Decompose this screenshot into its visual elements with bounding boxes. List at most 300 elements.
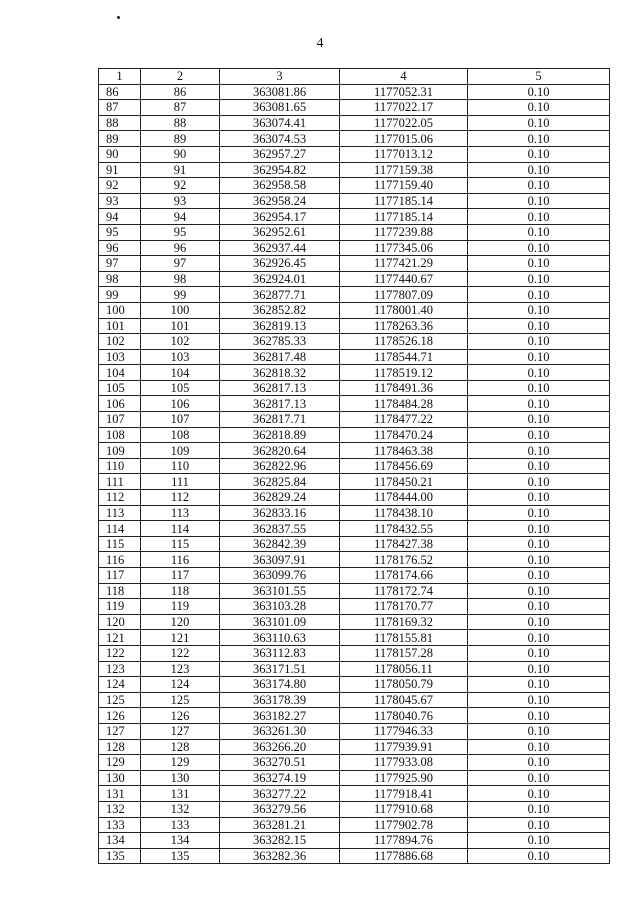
- x-coordinate-cell: 363097.91: [220, 552, 340, 568]
- table-row: [99, 412, 610, 428]
- index-cell: 114: [141, 521, 220, 537]
- table-row: [99, 583, 610, 599]
- y-coordinate-cell: 1177052.31: [340, 84, 468, 100]
- point-number-cell: 113: [99, 505, 141, 521]
- y-coordinate-cell: 1178526.18: [340, 334, 468, 350]
- point-number-cell: 103: [99, 349, 141, 365]
- point-number-cell: 125: [99, 692, 141, 708]
- page-number: 4: [316, 36, 324, 51]
- point-number-cell: 110: [99, 458, 141, 474]
- y-coordinate-cell: 1177946.33: [340, 723, 468, 739]
- point-number-cell: 126: [99, 708, 141, 724]
- y-coordinate-cell: 1177925.90: [340, 770, 468, 786]
- y-coordinate-cell: 1178427.38: [340, 536, 468, 552]
- point-number-cell: 116: [99, 552, 141, 568]
- index-cell: 107: [141, 412, 220, 428]
- index-cell: 113: [141, 505, 220, 521]
- value-cell: 0.10: [468, 817, 610, 833]
- index-cell: 96: [141, 240, 220, 256]
- point-number-cell: 115: [99, 536, 141, 552]
- y-coordinate-cell: 1178174.66: [340, 568, 468, 584]
- x-coordinate-cell: 363178.39: [220, 692, 340, 708]
- point-number-cell: 135: [99, 848, 141, 864]
- y-coordinate-cell: 1178045.67: [340, 692, 468, 708]
- table-row: [99, 193, 610, 209]
- x-coordinate-cell: 362785.33: [220, 334, 340, 350]
- y-coordinate-cell: 1178477.22: [340, 412, 468, 428]
- x-coordinate-cell: 363099.76: [220, 568, 340, 584]
- y-coordinate-cell: 1178176.52: [340, 552, 468, 568]
- point-number-cell: 97: [99, 256, 141, 272]
- index-cell: 132: [141, 801, 220, 817]
- table-row: [99, 490, 610, 506]
- value-cell: 0.10: [468, 318, 610, 334]
- table-row: [99, 521, 610, 537]
- table-row: [99, 240, 610, 256]
- x-coordinate-cell: 363110.63: [220, 630, 340, 646]
- value-cell: 0.10: [468, 474, 610, 490]
- x-coordinate-cell: 362817.71: [220, 412, 340, 428]
- value-cell: 0.10: [468, 786, 610, 802]
- table-row: [99, 536, 610, 552]
- index-cell: 120: [141, 614, 220, 630]
- value-cell: 0.10: [468, 178, 610, 194]
- y-coordinate-cell: 1178544.71: [340, 349, 468, 365]
- y-coordinate-cell: 1178470.24: [340, 427, 468, 443]
- x-coordinate-cell: 362818.32: [220, 365, 340, 381]
- value-cell: 0.10: [468, 801, 610, 817]
- index-cell: 116: [141, 552, 220, 568]
- y-coordinate-cell: 1178050.79: [340, 677, 468, 693]
- point-number-cell: 134: [99, 833, 141, 849]
- point-number-cell: 91: [99, 162, 141, 178]
- value-cell: 0.10: [468, 630, 610, 646]
- index-cell: 91: [141, 162, 220, 178]
- table-row: [99, 146, 610, 162]
- y-coordinate-cell: 1177022.17: [340, 100, 468, 116]
- point-number-cell: 114: [99, 521, 141, 537]
- y-coordinate-cell: 1177421.29: [340, 256, 468, 272]
- y-coordinate-cell: 1177807.09: [340, 287, 468, 303]
- y-coordinate-cell: 1178040.76: [340, 708, 468, 724]
- point-number-cell: 99: [99, 287, 141, 303]
- table-row: [99, 723, 610, 739]
- y-coordinate-cell: 1177013.12: [340, 146, 468, 162]
- header-cell-col-5: 5: [468, 69, 610, 85]
- table-row: [99, 833, 610, 849]
- table-row: [99, 365, 610, 381]
- x-coordinate-cell: 362820.64: [220, 443, 340, 459]
- point-number-cell: 120: [99, 614, 141, 630]
- x-coordinate-cell: 362817.13: [220, 380, 340, 396]
- point-number-cell: 96: [99, 240, 141, 256]
- value-cell: 0.10: [468, 334, 610, 350]
- y-coordinate-cell: 1177886.68: [340, 848, 468, 864]
- y-coordinate-cell: 1177440.67: [340, 271, 468, 287]
- point-number-cell: 86: [99, 84, 141, 100]
- point-number-cell: 111: [99, 474, 141, 490]
- value-cell: 0.10: [468, 692, 610, 708]
- table-row: [99, 443, 610, 459]
- x-coordinate-cell: 362852.82: [220, 302, 340, 318]
- index-cell: 90: [141, 146, 220, 162]
- table-row: [99, 755, 610, 771]
- x-coordinate-cell: 362952.61: [220, 224, 340, 240]
- value-cell: 0.10: [468, 645, 610, 661]
- x-coordinate-cell: 363274.19: [220, 770, 340, 786]
- point-number-cell: 117: [99, 568, 141, 584]
- header-cell-col-3: 3: [220, 69, 340, 85]
- value-cell: 0.10: [468, 256, 610, 272]
- point-number-cell: 123: [99, 661, 141, 677]
- point-number-cell: 88: [99, 115, 141, 131]
- value-cell: 0.10: [468, 458, 610, 474]
- value-cell: 0.10: [468, 146, 610, 162]
- index-cell: 103: [141, 349, 220, 365]
- table-row: [99, 209, 610, 225]
- y-coordinate-cell: 1178519.12: [340, 365, 468, 381]
- point-number-cell: 100: [99, 302, 141, 318]
- point-number-cell: 121: [99, 630, 141, 646]
- x-coordinate-cell: 362957.27: [220, 146, 340, 162]
- x-coordinate-cell: 362817.13: [220, 396, 340, 412]
- index-cell: 121: [141, 630, 220, 646]
- index-cell: 125: [141, 692, 220, 708]
- value-cell: 0.10: [468, 365, 610, 381]
- point-number-cell: 95: [99, 224, 141, 240]
- table-row: [99, 162, 610, 178]
- x-coordinate-cell: 363282.15: [220, 833, 340, 849]
- index-cell: 87: [141, 100, 220, 116]
- table-row: [99, 84, 610, 100]
- value-cell: 0.10: [468, 739, 610, 755]
- table-row: [99, 271, 610, 287]
- index-cell: 128: [141, 739, 220, 755]
- value-cell: 0.10: [468, 100, 610, 116]
- value-cell: 0.10: [468, 302, 610, 318]
- index-cell: 108: [141, 427, 220, 443]
- index-cell: 95: [141, 224, 220, 240]
- value-cell: 0.10: [468, 271, 610, 287]
- table-row: [99, 692, 610, 708]
- value-cell: 0.10: [468, 490, 610, 506]
- index-cell: 133: [141, 817, 220, 833]
- x-coordinate-cell: 362837.55: [220, 521, 340, 537]
- point-number-cell: 98: [99, 271, 141, 287]
- index-cell: 98: [141, 271, 220, 287]
- y-coordinate-cell: 1178001.40: [340, 302, 468, 318]
- value-cell: 0.10: [468, 224, 610, 240]
- value-cell: 0.10: [468, 162, 610, 178]
- y-coordinate-cell: 1177345.06: [340, 240, 468, 256]
- value-cell: 0.10: [468, 521, 610, 537]
- x-coordinate-cell: 362877.71: [220, 287, 340, 303]
- table-header: [99, 69, 610, 85]
- value-cell: 0.10: [468, 193, 610, 209]
- y-coordinate-cell: 1178157.28: [340, 645, 468, 661]
- index-cell: 106: [141, 396, 220, 412]
- index-cell: 134: [141, 833, 220, 849]
- y-coordinate-cell: 1178456.69: [340, 458, 468, 474]
- point-number-cell: 90: [99, 146, 141, 162]
- x-coordinate-cell: 363103.28: [220, 599, 340, 615]
- table-row: [99, 256, 610, 272]
- x-coordinate-cell: 363101.09: [220, 614, 340, 630]
- x-coordinate-cell: 362829.24: [220, 490, 340, 506]
- value-cell: 0.10: [468, 848, 610, 864]
- page-mark-dot: [117, 16, 120, 19]
- y-coordinate-cell: 1178263.36: [340, 318, 468, 334]
- table-row: [99, 224, 610, 240]
- index-cell: 119: [141, 599, 220, 615]
- x-coordinate-cell: 363281.21: [220, 817, 340, 833]
- index-cell: 100: [141, 302, 220, 318]
- y-coordinate-cell: 1178170.77: [340, 599, 468, 615]
- x-coordinate-cell: 362817.48: [220, 349, 340, 365]
- table-row: [99, 677, 610, 693]
- value-cell: 0.10: [468, 240, 610, 256]
- x-coordinate-cell: 363277.22: [220, 786, 340, 802]
- y-coordinate-cell: 1178450.21: [340, 474, 468, 490]
- point-number-cell: 128: [99, 739, 141, 755]
- value-cell: 0.10: [468, 505, 610, 521]
- point-number-cell: 105: [99, 380, 141, 396]
- index-cell: 127: [141, 723, 220, 739]
- table-row: [99, 287, 610, 303]
- y-coordinate-cell: 1177159.38: [340, 162, 468, 178]
- value-cell: 0.10: [468, 536, 610, 552]
- point-number-cell: 87: [99, 100, 141, 116]
- index-cell: 122: [141, 645, 220, 661]
- index-cell: 104: [141, 365, 220, 381]
- point-number-cell: 132: [99, 801, 141, 817]
- table-row: [99, 334, 610, 350]
- y-coordinate-cell: 1178484.28: [340, 396, 468, 412]
- x-coordinate-cell: 363266.20: [220, 739, 340, 755]
- point-number-cell: 94: [99, 209, 141, 225]
- y-coordinate-cell: 1177902.78: [340, 817, 468, 833]
- point-number-cell: 108: [99, 427, 141, 443]
- header-cell-col-2: 2: [141, 69, 220, 85]
- y-coordinate-cell: 1178463.38: [340, 443, 468, 459]
- index-cell: 88: [141, 115, 220, 131]
- index-cell: 109: [141, 443, 220, 459]
- value-cell: 0.10: [468, 723, 610, 739]
- y-coordinate-cell: 1177933.08: [340, 755, 468, 771]
- y-coordinate-cell: 1178438.10: [340, 505, 468, 521]
- point-number-cell: 106: [99, 396, 141, 412]
- point-number-cell: 118: [99, 583, 141, 599]
- index-cell: 135: [141, 848, 220, 864]
- value-cell: 0.10: [468, 614, 610, 630]
- value-cell: 0.10: [468, 443, 610, 459]
- value-cell: 0.10: [468, 568, 610, 584]
- x-coordinate-cell: 362926.45: [220, 256, 340, 272]
- value-cell: 0.10: [468, 412, 610, 428]
- point-number-cell: 102: [99, 334, 141, 350]
- x-coordinate-cell: 362818.89: [220, 427, 340, 443]
- table-row: [99, 131, 610, 147]
- x-coordinate-cell: 362833.16: [220, 505, 340, 521]
- value-cell: 0.10: [468, 677, 610, 693]
- x-coordinate-cell: 362842.39: [220, 536, 340, 552]
- index-cell: 130: [141, 770, 220, 786]
- value-cell: 0.10: [468, 599, 610, 615]
- header-cell-col-1: 1: [99, 69, 141, 85]
- index-cell: 89: [141, 131, 220, 147]
- value-cell: 0.10: [468, 661, 610, 677]
- table-row: [99, 801, 610, 817]
- point-number-cell: 93: [99, 193, 141, 209]
- index-cell: 93: [141, 193, 220, 209]
- index-cell: 131: [141, 786, 220, 802]
- x-coordinate-cell: 362937.44: [220, 240, 340, 256]
- x-coordinate-cell: 363074.41: [220, 115, 340, 131]
- y-coordinate-cell: 1177185.14: [340, 193, 468, 209]
- index-cell: 126: [141, 708, 220, 724]
- x-coordinate-cell: 362954.82: [220, 162, 340, 178]
- index-cell: 124: [141, 677, 220, 693]
- index-cell: 112: [141, 490, 220, 506]
- value-cell: 0.10: [468, 131, 610, 147]
- x-coordinate-cell: 363174.80: [220, 677, 340, 693]
- point-number-cell: 124: [99, 677, 141, 693]
- table-row: [99, 318, 610, 334]
- y-coordinate-cell: 1178444.00: [340, 490, 468, 506]
- point-number-cell: 104: [99, 365, 141, 381]
- value-cell: 0.10: [468, 287, 610, 303]
- value-cell: 0.10: [468, 552, 610, 568]
- y-coordinate-cell: 1177159.40: [340, 178, 468, 194]
- point-number-cell: 129: [99, 755, 141, 771]
- table-header-row: [99, 69, 610, 85]
- x-coordinate-cell: 363081.65: [220, 100, 340, 116]
- x-coordinate-cell: 363261.30: [220, 723, 340, 739]
- index-cell: 115: [141, 536, 220, 552]
- index-cell: 111: [141, 474, 220, 490]
- table-row: [99, 661, 610, 677]
- x-coordinate-cell: 362825.84: [220, 474, 340, 490]
- index-cell: 129: [141, 755, 220, 771]
- x-coordinate-cell: 362819.13: [220, 318, 340, 334]
- y-coordinate-cell: 1177015.06: [340, 131, 468, 147]
- table-row: [99, 739, 610, 755]
- y-coordinate-cell: 1178432.55: [340, 521, 468, 537]
- x-coordinate-cell: 362954.17: [220, 209, 340, 225]
- header-cell-col-4: 4: [340, 69, 468, 85]
- index-cell: 92: [141, 178, 220, 194]
- point-number-cell: 131: [99, 786, 141, 802]
- table-row: [99, 100, 610, 116]
- value-cell: 0.10: [468, 380, 610, 396]
- x-coordinate-cell: 363182.27: [220, 708, 340, 724]
- table-row: [99, 505, 610, 521]
- value-cell: 0.10: [468, 833, 610, 849]
- index-cell: 86: [141, 84, 220, 100]
- table-body: [99, 84, 610, 864]
- table-row: [99, 614, 610, 630]
- y-coordinate-cell: 1177185.14: [340, 209, 468, 225]
- y-coordinate-cell: 1178056.11: [340, 661, 468, 677]
- point-number-cell: 107: [99, 412, 141, 428]
- table-row: [99, 552, 610, 568]
- table-row: [99, 178, 610, 194]
- x-coordinate-cell: 363171.51: [220, 661, 340, 677]
- value-cell: 0.10: [468, 209, 610, 225]
- index-cell: 102: [141, 334, 220, 350]
- index-cell: 97: [141, 256, 220, 272]
- point-number-cell: 101: [99, 318, 141, 334]
- value-cell: 0.10: [468, 755, 610, 771]
- y-coordinate-cell: 1177910.68: [340, 801, 468, 817]
- x-coordinate-cell: 363112.83: [220, 645, 340, 661]
- table-row: [99, 770, 610, 786]
- point-number-cell: 92: [99, 178, 141, 194]
- value-cell: 0.10: [468, 708, 610, 724]
- y-coordinate-cell: 1178169.32: [340, 614, 468, 630]
- y-coordinate-cell: 1177939.91: [340, 739, 468, 755]
- table-row: [99, 427, 610, 443]
- table-row: [99, 396, 610, 412]
- point-number-cell: 130: [99, 770, 141, 786]
- index-cell: 117: [141, 568, 220, 584]
- y-coordinate-cell: 1177022.05: [340, 115, 468, 131]
- point-number-cell: 133: [99, 817, 141, 833]
- x-coordinate-cell: 363101.55: [220, 583, 340, 599]
- index-cell: 110: [141, 458, 220, 474]
- index-cell: 101: [141, 318, 220, 334]
- table-row: [99, 458, 610, 474]
- x-coordinate-cell: 362958.58: [220, 178, 340, 194]
- y-coordinate-cell: 1177239.88: [340, 224, 468, 240]
- y-coordinate-cell: 1178172.74: [340, 583, 468, 599]
- index-cell: 105: [141, 380, 220, 396]
- x-coordinate-cell: 363074.53: [220, 131, 340, 147]
- table-row: [99, 630, 610, 646]
- value-cell: 0.10: [468, 396, 610, 412]
- point-number-cell: 89: [99, 131, 141, 147]
- index-cell: 94: [141, 209, 220, 225]
- y-coordinate-cell: 1178491.36: [340, 380, 468, 396]
- value-cell: 0.10: [468, 84, 610, 100]
- value-cell: 0.10: [468, 427, 610, 443]
- table-row: [99, 568, 610, 584]
- table-row: [99, 474, 610, 490]
- x-coordinate-cell: 363282.36: [220, 848, 340, 864]
- index-cell: 99: [141, 287, 220, 303]
- table-row: [99, 708, 610, 724]
- x-coordinate-cell: 363279.56: [220, 801, 340, 817]
- table-row: [99, 645, 610, 661]
- coordinates-table: [98, 68, 610, 864]
- table-row: [99, 848, 610, 864]
- point-number-cell: 122: [99, 645, 141, 661]
- table-row: [99, 302, 610, 318]
- value-cell: 0.10: [468, 349, 610, 365]
- table-row: [99, 380, 610, 396]
- value-cell: 0.10: [468, 115, 610, 131]
- point-number-cell: 127: [99, 723, 141, 739]
- table-row: [99, 817, 610, 833]
- value-cell: 0.10: [468, 770, 610, 786]
- point-number-cell: 109: [99, 443, 141, 459]
- y-coordinate-cell: 1177918.41: [340, 786, 468, 802]
- x-coordinate-cell: 363270.51: [220, 755, 340, 771]
- x-coordinate-cell: 362924.01: [220, 271, 340, 287]
- x-coordinate-cell: 363081.86: [220, 84, 340, 100]
- table-row: [99, 115, 610, 131]
- x-coordinate-cell: 362958.24: [220, 193, 340, 209]
